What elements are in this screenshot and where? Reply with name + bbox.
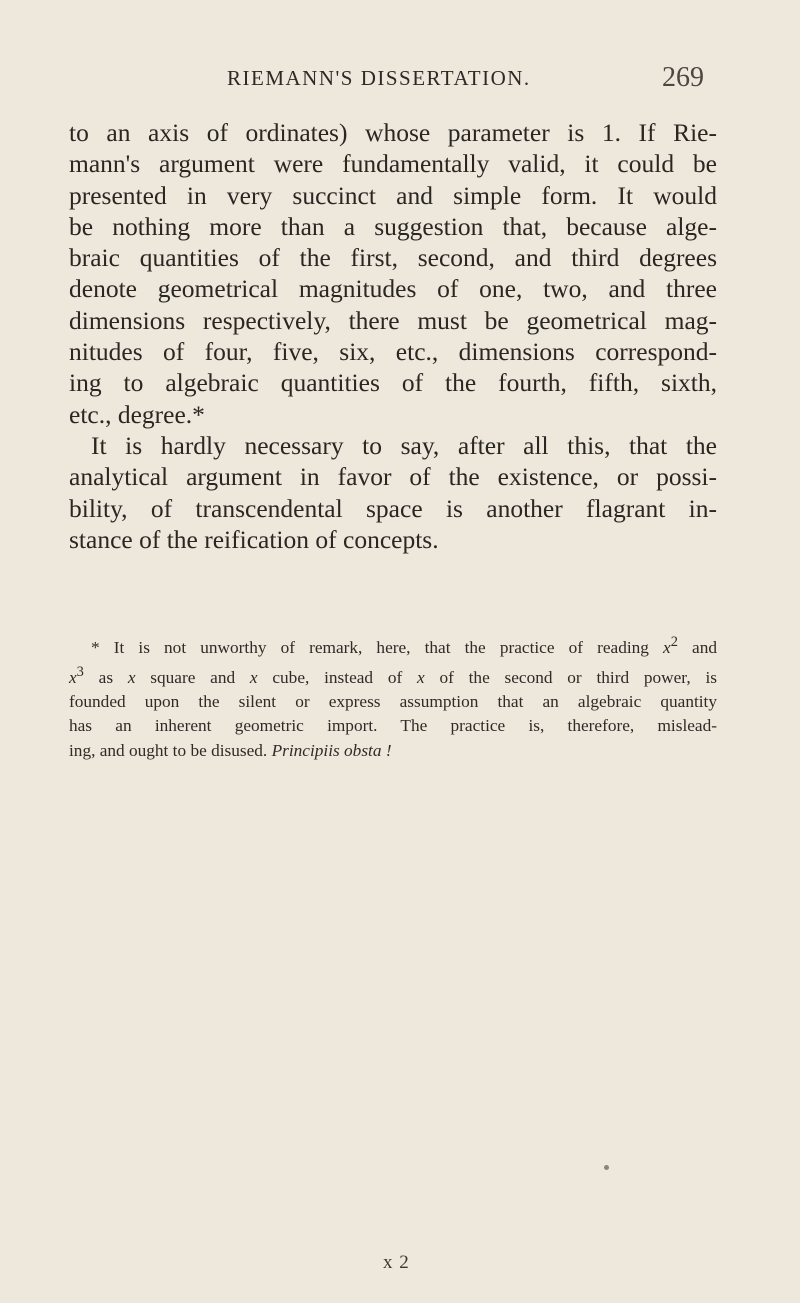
footnote-line: $x^3$ as x square and x cube, instead of x of the second or third power, is [69,664,717,687]
body-line: be nothing more than a suggestion that, because alge- [69,211,717,241]
body-line: dimensions respectively, there must be geometrical mag- [69,305,717,335]
footnote-line: has an inherent geometric import. The practice is, therefore, mislead- [69,716,717,736]
page-number: 269 [662,62,704,93]
body-line: nitudes of four, five, six, etc., dimensions correspond- [69,337,717,367]
body-text [69,117,717,555]
body-line: ing to algebraic quantities of the fourth, fifth, sixth, [69,368,717,398]
body-line: stance of the reification of concepts. [69,524,439,554]
footnote [69,630,717,763]
footnote-line: * It is not unworthy of remark, here, that the practice of reading $x^2$ and [91,634,717,657]
footnote-line: ing, and ought to be disused. Principiis obsta ! [69,740,392,760]
ink-speck [604,1165,609,1170]
body-line: bility, of transcendental space is another flagrant in- [69,493,717,523]
running-header [0,62,800,102]
footnote-line: founded upon the silent or express assumption that an algebraic quantity [69,692,717,712]
body-line: mann's argument were fundamentally valid, it could be [69,149,717,179]
body-line: analytical argument in favor of the existence, or possi- [69,462,717,492]
latin-motto: Principiis obsta ! [271,740,392,760]
body-line: etc., degree.* [69,399,205,429]
running-head-title: RIEMANN'S DISSERTATION. [227,66,531,90]
body-line: It is hardly necessary to say, after all this, that the [91,430,717,460]
body-line: braic quantities of the first, second, and third degrees [69,243,717,273]
body-line: to an axis of ordinates) whose parameter is 1. If Rie- [69,118,717,147]
body-line: denote geometrical magnitudes of one, two, and three [69,274,717,304]
signature-mark: x 2 [383,1252,410,1273]
body-line: presented in very succinct and simple form. It would [69,180,717,210]
